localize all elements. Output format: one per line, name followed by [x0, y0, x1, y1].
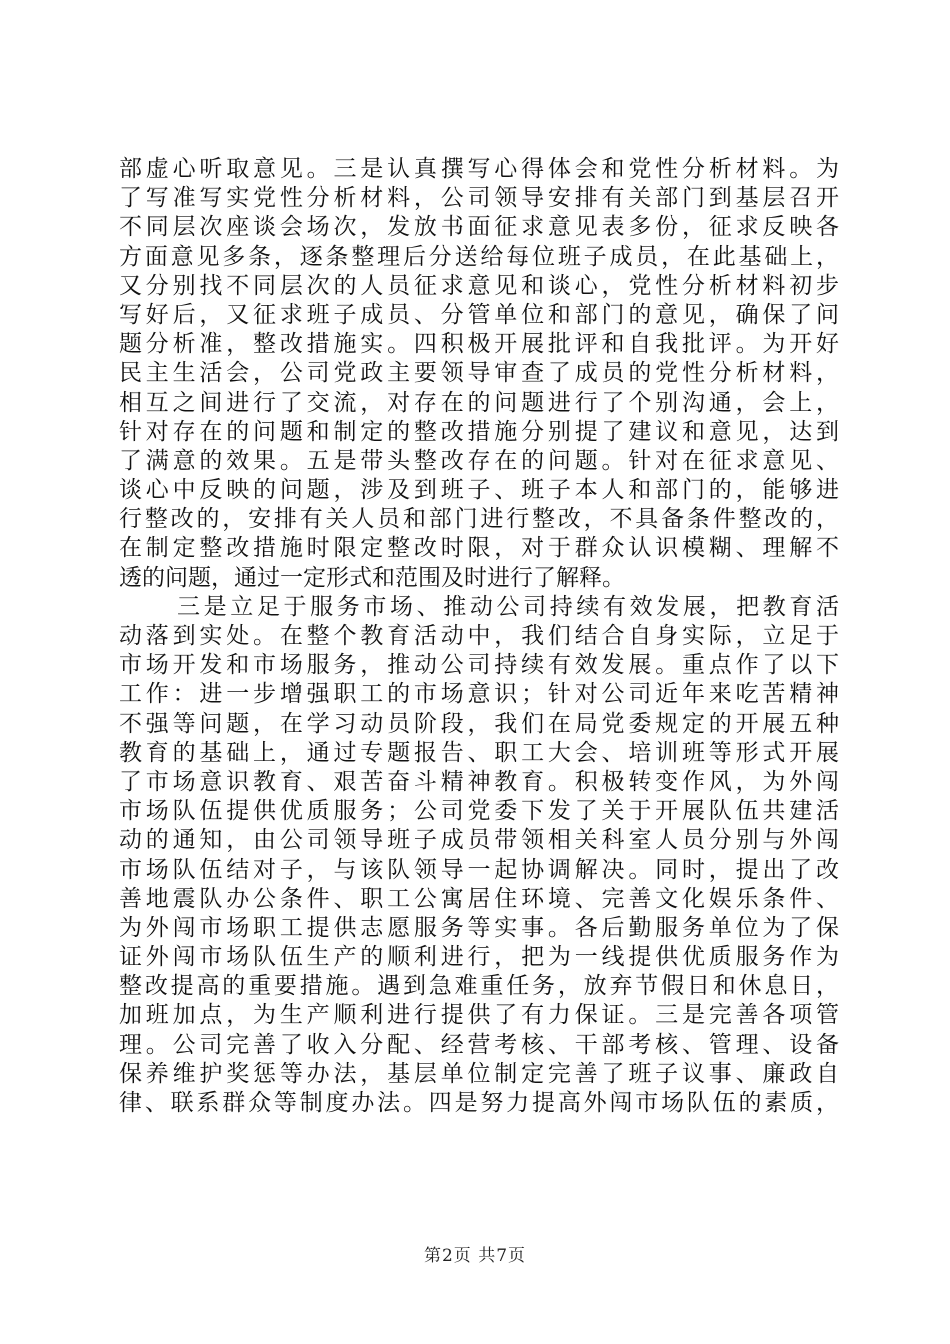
text-line: 为外闯市场职工提供志愿服务等实事。各后勤服务单位为了保 — [119, 914, 839, 941]
text-line: 在制定整改措施时限定整改时限，对于群众认识模糊、理解不 — [119, 535, 839, 562]
text-line: 部虚心听取意见。三是认真撰写心得体会和党性分析材料。为 — [119, 156, 839, 182]
text-line: 了满意的效果。五是带头整改存在的问题。针对在征求意见、 — [119, 447, 839, 474]
text-line: 透的问题，通过一定形式和范围及时进行了解释。 — [119, 564, 625, 591]
text-line: 了市场意识教育、艰苦奋斗精神教育。积极转变作风，为外闯 — [119, 768, 839, 795]
text-line: 市场开发和市场服务，推动公司持续有效发展。重点作了以下 — [119, 652, 839, 679]
text-line: 写好后，又征求班子成员、分管单位和部门的意见，确保了问 — [119, 301, 839, 328]
text-line: 整改提高的重要措施。遇到急难重任务，放弃节假日和休息日， — [119, 973, 839, 1000]
text-line: 理。公司完善了收入分配、经营考核、干部考核、管理、设备 — [119, 1031, 839, 1058]
text-line: 市场队伍结对子，与该队领导一起协调解决。同时，提出了改 — [119, 856, 839, 883]
text-line: 教育的基础上，通过专题报告、职工大会、培训班等形式开展 — [119, 739, 839, 766]
text-line: 了写准写实党性分析材料，公司领导安排有关部门到基层召开 — [119, 185, 839, 212]
text-line: 行整改的，安排有关人员和部门进行整改，不具备条件整改的， — [119, 506, 839, 533]
text-line: 题分析准，整改措施实。四积极开展批评和自我批评。为开好 — [119, 331, 839, 358]
document-body — [119, 155, 839, 1118]
text-line: 不强等问题，在学习动员阶段，我们在局党委规定的开展五种 — [119, 710, 839, 737]
text-line: 民主生活会，公司党政主要领导审查了成员的党性分析材料， — [119, 360, 839, 387]
text-line: 谈心中反映的问题，涉及到班子、班子本人和部门的，能够进 — [119, 477, 839, 504]
text-line: 动落到实处。在整个教育活动中，我们结合自身实际，立足于 — [119, 623, 839, 649]
text-line: 相互之间进行了交流，对存在的问题进行了个别沟通，会上， — [119, 389, 839, 416]
text-line: 针对存在的问题和制定的整改措施分别提了建议和意见，达到 — [119, 418, 839, 445]
text-line: 市场队伍提供优质服务；公司党委下发了关于开展队伍共建活 — [119, 798, 839, 825]
text-line: 善地震队办公条件、职工公寓居住环境、完善文化娱乐条件、 — [119, 885, 839, 912]
text-line: 加班加点，为生产顺利进行提供了有力保证。三是完善各项管 — [119, 1002, 839, 1029]
text-line: 保养维护奖惩等办法，基层单位制定完善了班子议事、廉政自 — [119, 1060, 839, 1087]
text-line: 三是立足于服务市场、推动公司持续有效发展，把教育活 — [177, 593, 839, 620]
text-line: 律、联系群众等制度办法。四是努力提高外闯市场队伍的素质， — [119, 1090, 839, 1116]
text-line: 工作：进一步增强职工的市场意识；针对公司近年来吃苦精神 — [119, 681, 839, 708]
text-line: 动的通知，由公司领导班子成员带领相关科室人员分别与外闯 — [119, 827, 839, 854]
page-footer: 第2页 共7页 — [423, 1246, 527, 1266]
text-line: 证外闯市场队伍生产的顺利进行，把为一线提供优质服务作为 — [119, 944, 839, 971]
text-line: 又分别找不同层次的人员征求意见和谈心，党性分析材料初步 — [119, 272, 839, 299]
text-line: 方面意见多条，逐条整理后分送给每位班子成员，在此基础上， — [119, 243, 839, 270]
text-line: 不同层次座谈会场次，发放书面征求意见表多份，征求反映各 — [119, 214, 839, 241]
